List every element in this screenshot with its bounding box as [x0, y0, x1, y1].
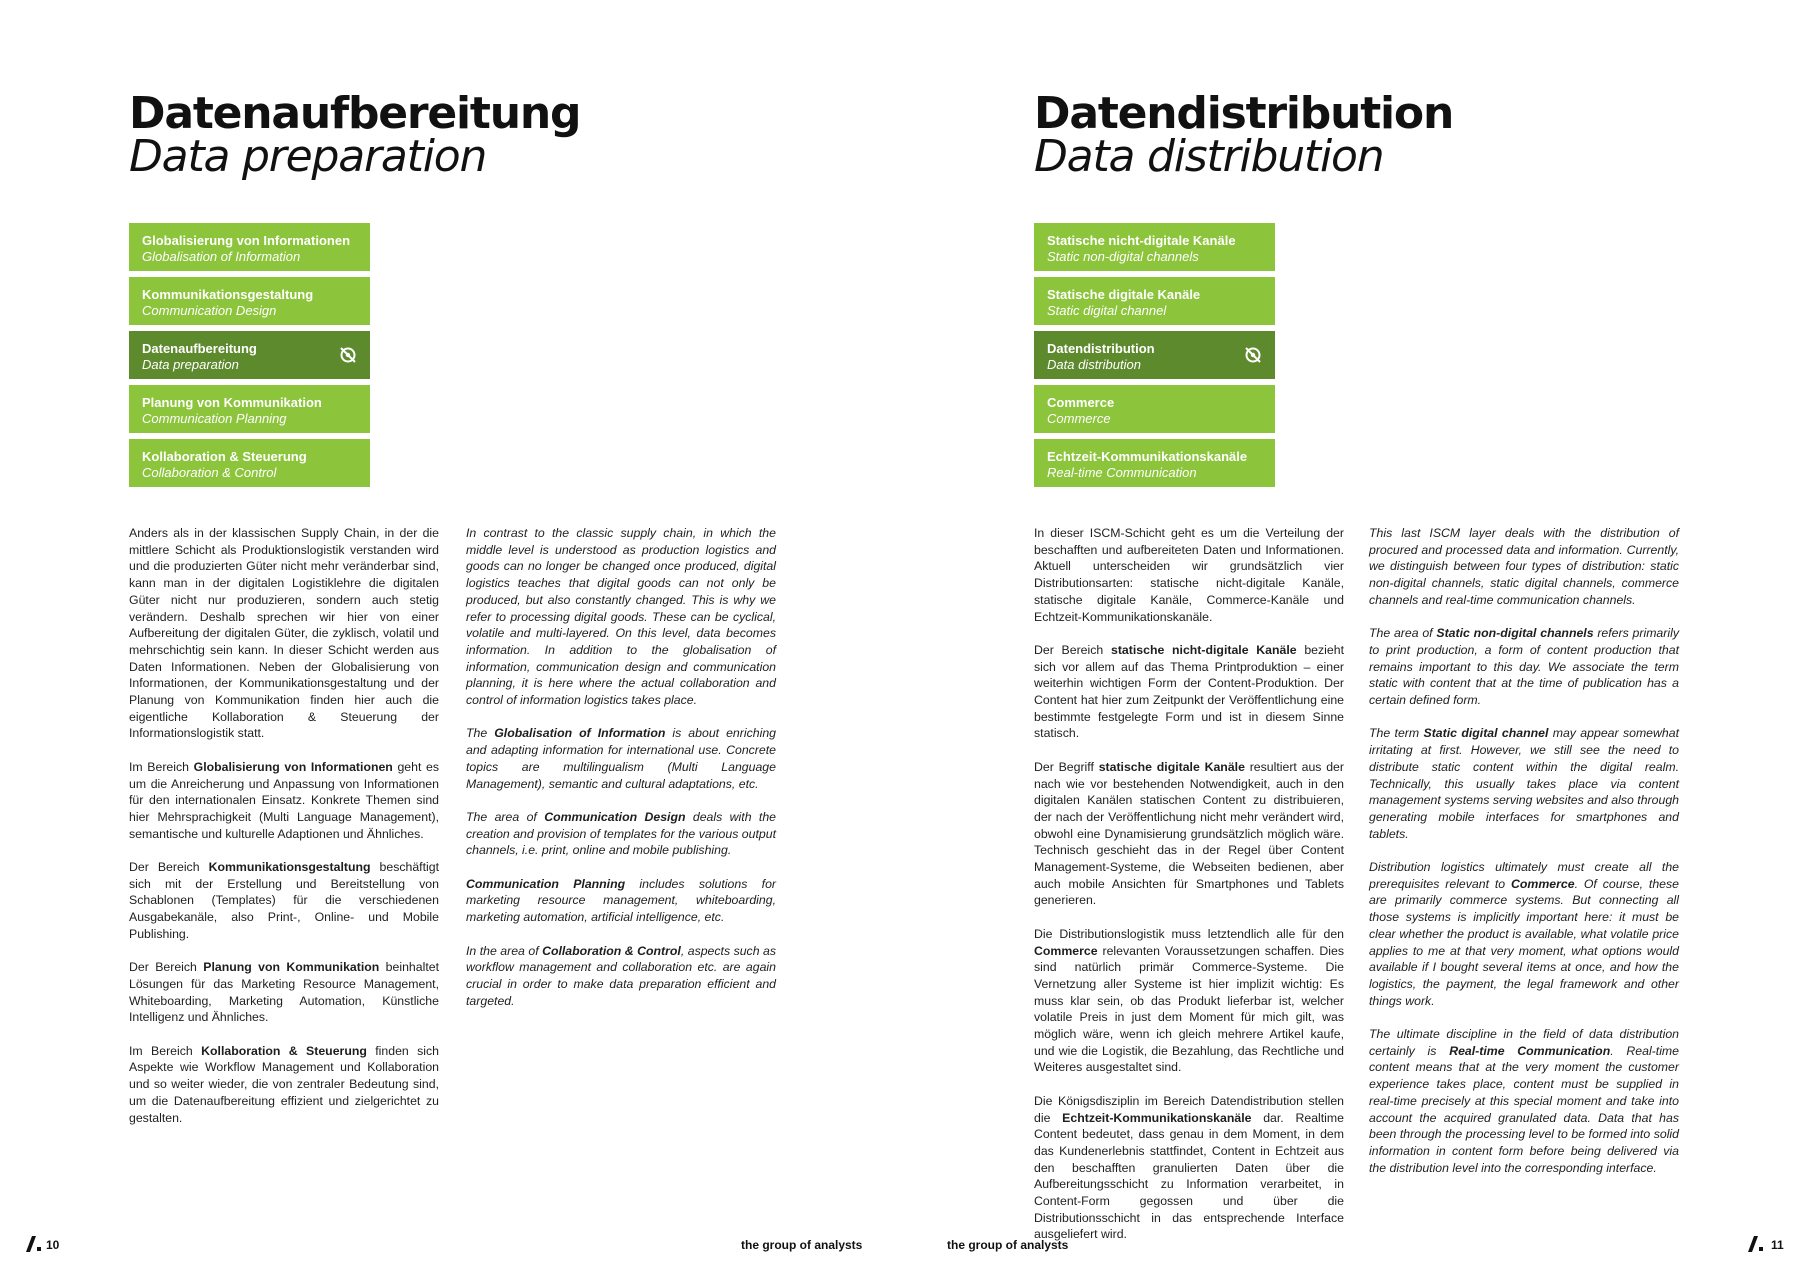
menu-item-collaboration-control[interactable]: [129, 439, 370, 487]
menu-item-label-de: Statische digitale Kanäle: [1047, 287, 1201, 302]
menu-item-commerce[interactable]: [1034, 385, 1275, 433]
english-text-column: [1369, 525, 1679, 1193]
english-text-column: [466, 525, 776, 1026]
text-paragraph: [1034, 642, 1344, 742]
text-paragraph: [466, 809, 776, 859]
right-page: [900, 0, 1800, 1272]
paragraph-text: This last ISCM layer deals with the distribution of procured and processed data and information. Currently, we distinguish between four types of distribution: static non-digital channels, static digital channels, commerce channels and real-time communication channels.: [1369, 526, 1679, 607]
menu-item-globalisation[interactable]: [129, 223, 370, 271]
menu-item-label-de: Kommunikationsgestaltung: [142, 287, 314, 302]
menu-item-label-en: Globalisation of Information: [142, 249, 301, 264]
paragraph-text: Distribution logistics ultimately must create all the prerequisites relevant to: [1369, 860, 1679, 891]
text-paragraph: [1369, 859, 1679, 1009]
text-paragraph: [129, 959, 439, 1026]
keyword-term: Collaboration & Control: [542, 943, 681, 958]
menu-item-real-time[interactable]: [1034, 439, 1275, 487]
paragraph-text: Im Bereich: [129, 759, 194, 774]
text-paragraph: [1034, 759, 1344, 909]
menu-item-static-non-digital[interactable]: [1034, 223, 1275, 271]
menu-item-data-distribution[interactable]: [1034, 331, 1275, 379]
text-paragraph: [129, 1043, 439, 1127]
menu-item-label-de: Kollaboration & Steuerung: [142, 449, 307, 464]
menu-item-label-de: Datenaufbereitung: [142, 341, 257, 356]
paragraph-text: Der Bereich: [129, 860, 209, 875]
keyword-term: statische digitale Kanäle: [1098, 759, 1245, 774]
paragraph-text: geht es um die Anreicherung und Anpassung von Informationen für den internationalen Einsatz. Konkrete Themen sind hier Mehrsprachigkeit (Multi Language Management), semantische und kulturelle Adaptionen und Ähnliches.: [129, 759, 440, 841]
paragraph-text: is about enriching and adapting information for international use. Concrete topics are multilingualism (Multi Language Management), semantic and cultural adaptations, etc.: [466, 726, 776, 791]
menu-item-label-en: Communication Planning: [142, 411, 287, 426]
menu-item-label-de: Planung von Kommunikation: [142, 395, 322, 410]
paragraph-text: deals with the creation and provision of templates for the various output channels, i.e. print, online and mobile publishing.: [466, 809, 777, 858]
paragraph-text: dar. Realtime Content bedeutet, dass genau in dem Moment, in dem das Kundenerlebnis stattfindet, Content in Echtzeit aus den beschafften granulierten Daten über die Aufbereitungsschicht zu Information verarbeitet, in Content-Form gegossen und über die Distributionsschicht in das entsprechende Interface ausgeliefert wird.: [1034, 1110, 1344, 1242]
text-paragraph: [466, 943, 776, 1010]
paragraph-text: beinhaltet Lösungen für das Marketing Resource Management, Whiteboarding, Marketing Automation, Künstliche Intelligenz und Ähnliches.: [129, 960, 440, 1025]
paragraph-text: refers primarily to print production, a form of content production that remains important to this day. We associate the term static with content that at the time of publication has a certain defined form.: [1369, 626, 1679, 708]
menu-item-label-en: Data preparation: [142, 357, 239, 372]
keyword-term: Echtzeit-Kommunikationskanäle: [1062, 1110, 1252, 1125]
menu-item-label-en: Static digital channel: [1047, 303, 1167, 318]
title-english: Data preparation: [129, 131, 487, 182]
no-eye-icon: [338, 345, 358, 365]
paragraph-text: Die Königsdisziplin im Bereich Datendistribution stellen die: [1034, 1093, 1344, 1125]
text-paragraph: [129, 859, 439, 943]
paragraph-text: . Real-time content means that at the very moment the customer experience takes place, content must be supplied in real-time precisely at this special moment and take into account the acquired granulated data. Data that has been through the processing level to be formed into solid information in content form before being delivered via the distribution level into the corresponding interface.: [1369, 1043, 1680, 1175]
paragraph-text: , aspects such as workflow management and collaboration etc. are again crucial in order to make data preparation efficient and targeted.: [466, 943, 776, 1008]
keyword-term: Globalisierung von Informationen: [193, 759, 393, 774]
keyword-term: Kollaboration & Steuerung: [201, 1043, 367, 1058]
menu-item-label-de: Commerce: [1047, 395, 1115, 410]
menu-item-label-en: Data distribution: [1047, 357, 1141, 372]
title-german: Datendistribution: [1034, 88, 1454, 139]
menu-item-label-en: Communication Design: [142, 303, 277, 318]
text-paragraph: [1369, 525, 1679, 609]
text-paragraph: [1369, 725, 1679, 842]
menu-item-static-digital[interactable]: [1034, 277, 1275, 325]
keyword-term: Globalisation of Information: [494, 726, 666, 741]
keyword-term: Static digital channel: [1423, 726, 1549, 741]
page-number: 11: [1771, 1238, 1784, 1252]
keyword-term: statische nicht-digitale Kanäle: [1110, 642, 1297, 657]
paragraph-text: The area of: [1369, 626, 1437, 641]
menu-item-label-de: Echtzeit-Kommunikationskanäle: [1047, 449, 1248, 464]
text-paragraph: [1369, 1026, 1679, 1176]
page-title: [129, 88, 581, 182]
paragraph-text: may appear somewhat irritating at first. However, we still see the need to distribute static content within the digital realm. Technically, this usually takes place via content management systems serving websites and also through generating mobile interfaces for smartphones and tablets.: [1369, 726, 1679, 841]
title-english: Data distribution: [1034, 131, 1384, 182]
paragraph-text: . Of course, these are primarily commerce systems. But connecting all those systems is implicitly important here: it must be clear whether the product is available, what volatile price applies to me at that very moment, what options would available if I bought several items at once, and how the logistics, the payment, the legal framework and other things work.: [1369, 876, 1679, 1008]
paragraph-text: bezieht sich vor allem auf das Thema Printproduktion – einer weiterhin wichtigen Form der Content-Produktion. Der Content hat hier zum Zeitpunkt der Veröffentlichung eine bestimmte festgelegte Form und ist in diesem Sinne statisch.: [1034, 642, 1344, 741]
section-menu: [129, 223, 370, 493]
paragraph-text: Anders als in der klassischen Supply Chain, in der die mittlere Schicht als Produktionslogistik verstanden wird und die produzierten Güter nicht mehr veränderbar sind, kann man in der digitalen Logistiklehre die digitalen Güter nicht nur produzieren, sondern auch stetig verändern. Deshalb sprechen wir hier von einer Aufbereitung der digitalen Güter, die zyklisch, volatil und mehrschichtig sein kann. In dieser Schicht werden aus Daten Informationen. Neben der Globalisierung von Informationen, der Kommunikationsgestaltung und der Planung von Kommunikation finden hier auch die eigentliche Kollaboration & Steuerung der Informationslogistik statt.: [129, 526, 439, 741]
paragraph-text: The area of: [466, 809, 545, 824]
text-paragraph: [466, 525, 776, 709]
keyword-term: Static non-digital channels: [1436, 626, 1594, 641]
paragraph-text: The term: [1369, 726, 1424, 741]
text-paragraph: [466, 725, 776, 792]
german-text-column: [1034, 525, 1344, 1260]
menu-item-data-preparation[interactable]: [129, 331, 370, 379]
menu-item-label-en: Collaboration & Control: [142, 465, 277, 480]
paragraph-text: In dieser ISCM-Schicht geht es um die Verteilung der beschafften und aufbereiteten Daten und Informationen. Aktuell unterscheiden wir grundsätzlich vier Distributionsarten: statische nicht-digitale Kanäle, statische digitale Kanäle, Commerce-Kanäle und Echtzeit-Kommunikationskanäle.: [1034, 526, 1344, 624]
paragraph-text: Im Bereich: [129, 1043, 202, 1058]
paragraph-text: In contrast to the classic supply chain, in which the middle level is understood as production logistics and goods can no longer be changed once produced, digital logistics teaches that digital goods can not only be produced, but also constantly changed. This is why we refer to processing digital goods. These can be cyclical, volatile and multi-layered. On this level, data becomes information. In addition to the globalisation of information, communication design and communication planning, it is here where the actual collaboration and control of information logistics takes place.: [466, 526, 776, 708]
text-paragraph: [1034, 525, 1344, 625]
german-text-column: [129, 525, 439, 1143]
page-title: [1034, 88, 1454, 182]
keyword-term: Commerce: [1511, 876, 1575, 891]
paragraph-text: finden sich Aspekte wie Workflow Management und Kollaboration und so weiter wieder, die von zentraler Bedeutung sind, um die Datenaufbereitung effizient und zielgerichtet zu gestalten.: [129, 1043, 440, 1125]
page-number: 10: [46, 1238, 60, 1252]
logo-mark-icon: [1748, 1235, 1764, 1253]
paragraph-text: resultiert aus der nach wie vor bestehenden Notwendigkeit, auch in den digitalen Kanälen statischen Content zu distribuieren, der nach der Veröffentlichung nicht mehr verändert wird, obwohl eine Dynamisierung grundsätzlich möglich wäre. Technisch geschieht das in der Regel über Content Management-Systeme, die Webseiten bedienen, aber auch mobile Ansichten für Smartphones und Tablets generieren.: [1034, 759, 1344, 908]
keyword-term: Commerce: [1034, 943, 1098, 958]
paragraph-text: Der Bereich: [1034, 642, 1111, 657]
paragraph-text: The ultimate discipline in the field of data distribution certainly is: [1369, 1027, 1679, 1058]
menu-item-label-de: Datendistribution: [1047, 341, 1155, 356]
footer-brand: the group of analysts: [741, 1238, 863, 1252]
menu-item-label-en: Real-time Communication: [1047, 465, 1197, 480]
text-paragraph: [1034, 926, 1344, 1076]
text-paragraph: [1034, 1093, 1344, 1243]
paragraph-text: In the area of: [466, 943, 543, 958]
logo-mark-icon: [26, 1235, 42, 1253]
paragraph-text: includes solutions for marketing resource management, whiteboarding, marketing automation, artificial intelligence, etc.: [466, 876, 776, 925]
title-german: Datenaufbereitung: [129, 88, 581, 139]
menu-item-communication-planning[interactable]: [129, 385, 370, 433]
paragraph-text: Der Bereich: [129, 960, 204, 975]
text-paragraph: [129, 525, 439, 742]
paragraph-text: relevanten Voraussetzungen schaffen. Dies sind natürlich primär Commerce-Systeme. Die Vernetzung aller Systeme ist hier implizit wichtig: Es muss klar sein, ob das Produkt lieferbar ist, welcher volatile Preis in just dem Moment für mich gilt, was möglich wäre, wenn ich gleich mehrere Artikel kaufe, und wie die Logistik, die Bezahlung, das Rechtliche und Weiteres ausgestaltet sind.: [1034, 943, 1344, 1075]
keyword-term: Planung von Kommunikation: [203, 960, 380, 975]
paragraph-text: beschäftigt sich mit der Erstellung und Bereitstellung von Schablonen (Templates) für die verschiedenen Ausgabekanäle, also Print-, Online- und Mobile Publishing.: [129, 860, 440, 941]
menu-item-label-de: Globalisierung von Informationen: [142, 233, 351, 248]
keyword-term: Real-time Communication: [1449, 1043, 1611, 1058]
menu-item-label-en: Static non-digital channels: [1047, 249, 1199, 264]
footer-brand: the group of analysts: [947, 1238, 1069, 1252]
keyword-term: Communication Planning: [466, 876, 626, 891]
menu-item-label-de: Statische nicht-digitale Kanäle: [1047, 233, 1236, 248]
no-eye-icon: [1243, 345, 1263, 365]
keyword-term: Communication Design: [544, 809, 686, 824]
paragraph-text: The: [466, 726, 495, 741]
paragraph-text: Die Distributionslogistik muss letztendlich alle für den: [1034, 926, 1344, 941]
section-menu: [1034, 223, 1275, 493]
keyword-term: Kommunikationsgestaltung: [208, 860, 371, 875]
text-paragraph: [129, 759, 439, 843]
menu-item-label-en: Commerce: [1047, 411, 1111, 426]
text-paragraph: [1369, 625, 1679, 709]
text-paragraph: [466, 876, 776, 926]
paragraph-text: Der Begriff: [1034, 759, 1099, 774]
menu-item-communication-design[interactable]: [129, 277, 370, 325]
